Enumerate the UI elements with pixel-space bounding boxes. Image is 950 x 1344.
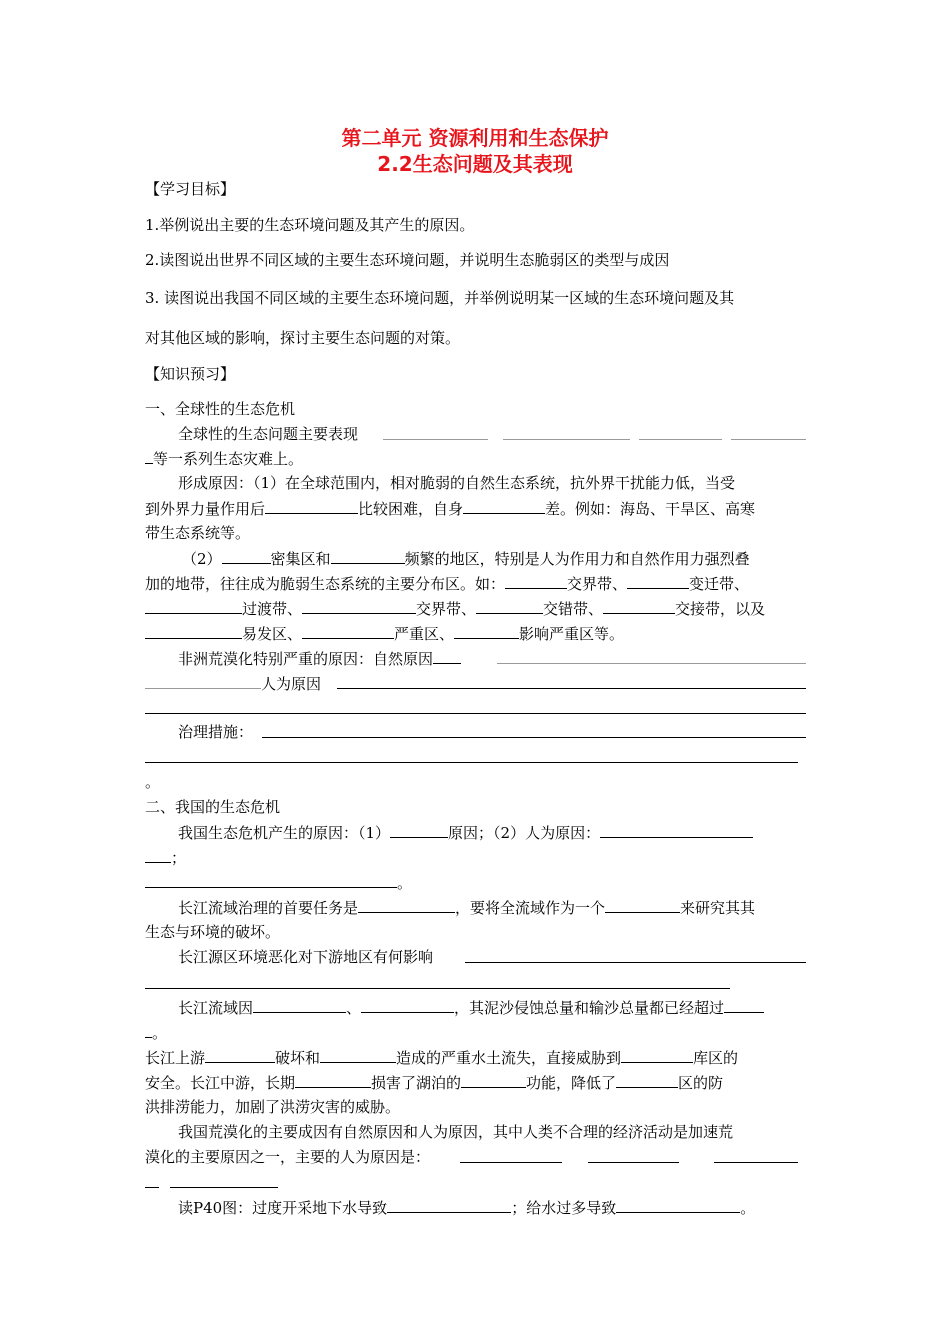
region-blank[interactable]	[616, 1072, 678, 1088]
cause-2-line2: 加的地带，往往成为脆弱生态系统的主要分布区。如： 交界带、 变迁带、	[145, 575, 750, 593]
africa-human-reason: 人为原因	[145, 673, 321, 694]
measures-label: 治理措施：	[178, 723, 254, 741]
desert-cause-blank-3[interactable]	[714, 1162, 798, 1163]
zone-blank-1[interactable]	[505, 573, 567, 589]
sediment-cause-blank-2[interactable]	[361, 997, 454, 1013]
desert-cause-blank-2[interactable]	[588, 1162, 679, 1163]
manifest-blank-3[interactable]	[639, 439, 722, 440]
exceed-blank[interactable]	[724, 997, 764, 1013]
lesson-title: 2.2生态问题及其表现	[377, 152, 573, 176]
natural-reason-line[interactable]	[497, 663, 806, 664]
desert-cause-blank-4[interactable]	[145, 1187, 159, 1188]
source-impact-blank[interactable]	[465, 962, 806, 963]
unit-title: 第二单元 资源利用和生态保护	[341, 126, 609, 150]
human-cause-blank-2[interactable]	[145, 847, 171, 863]
human-cause-blank[interactable]	[600, 822, 753, 838]
zone-blank-2[interactable]	[627, 573, 689, 589]
middle-reach-line: 安全。长江中游，长期 损害了湖泊的 功能，降低了 区的防	[145, 1074, 724, 1092]
dense-blank[interactable]	[222, 548, 271, 564]
frequent-blank[interactable]	[331, 548, 405, 564]
yangtze-task-line2: 生态与环境的破坏。	[145, 923, 281, 941]
china-cause-line2: ；	[145, 847, 186, 868]
manifest-blank-1[interactable]	[383, 439, 488, 440]
yangtze-sediment-line1: 长江流域因 、 ，其泥沙侵蚀总量和输沙总量都已经超过	[178, 997, 764, 1018]
stability-blank[interactable]	[463, 498, 545, 514]
zone-blank-3[interactable]	[145, 598, 242, 614]
p40-line: 读P40图：过度开采地下水导致 ；给水过多导致 。	[178, 1199, 756, 1217]
middle-cause-blank[interactable]	[295, 1072, 371, 1088]
recover-blank[interactable]	[265, 498, 358, 514]
cause-2-line3: 过渡带、 交界带、 交错带、 交接带，以及	[145, 598, 765, 619]
measures-end: 。	[145, 773, 161, 791]
natural-reason-blank[interactable]	[433, 648, 461, 664]
section-global-title: 一、全球性的生态危机	[145, 400, 296, 418]
section-china-title: 二、我国的生态危机	[145, 798, 281, 816]
desertification-line1: 我国荒漠化的主要成因有自然原因和人为原因，其中人类不合理的经济活动是加速荒	[178, 1123, 734, 1141]
desert-cause-blank-5[interactable]	[170, 1187, 278, 1188]
zone-blank-8[interactable]	[302, 623, 394, 639]
global-cause-line1: 形成原因：（1）在全球范围内，相对脆弱的自然生态系统，抗外界干扰能力低，当受	[178, 474, 736, 492]
source-impact-question: 长江源区环境恶化对下游地区有何影响	[178, 948, 434, 966]
primary-task-blank[interactable]	[358, 897, 455, 913]
zone-blank-9[interactable]	[454, 623, 519, 639]
objective-3-line1: 3. 读图说出我国不同区域的主要生态环境问题，并举例说明某一区域的生态环境问题及其	[145, 289, 735, 307]
zone-blank-5[interactable]	[476, 598, 543, 614]
sediment-cause-blank-1[interactable]	[253, 997, 346, 1013]
manifest-blank-4[interactable]	[731, 439, 806, 440]
zone-blank-4[interactable]	[302, 598, 416, 614]
cause-2-line4: 易发区、 严重区、 影响严重区等。	[145, 623, 624, 644]
measures-blank[interactable]	[262, 737, 806, 738]
exceed-blank-2[interactable]	[145, 1022, 152, 1038]
objectives-heading: 【学习目标】	[145, 180, 236, 198]
zone-blank-7[interactable]	[145, 623, 242, 639]
human-reason-blank[interactable]	[337, 688, 806, 689]
groundwater-blank[interactable]	[387, 1197, 511, 1213]
china-cause-line3: 。	[145, 872, 412, 893]
human-reason-blank-2[interactable]	[145, 713, 806, 714]
yangtze-sediment-line2: 。	[145, 1022, 167, 1043]
yangtze-task-line1: 长江流域治理的首要任务是 ，要将全流域作为一个 来研究其其	[178, 899, 756, 917]
irrigation-blank[interactable]	[616, 1197, 740, 1213]
manifest-blank-2[interactable]	[503, 439, 630, 440]
natural-reason-blank-2[interactable]	[145, 673, 261, 689]
natural-cause-blank[interactable]	[390, 822, 448, 838]
global-manifest-label: 全球性的生态问题主要表现	[178, 425, 359, 443]
upper-reach-line: 长江上游 破坏和 造成的严重水土流失，直接威胁到 库区的	[145, 1049, 739, 1067]
manifest-blank-5[interactable]	[145, 448, 153, 464]
whole-basin-blank[interactable]	[605, 897, 680, 913]
africa-reason-label: 非洲荒漠化特别严重的原因：自然原因	[178, 648, 461, 669]
global-cause-line2: 到外界力量作用后 比较困难，自身 差。例如：海岛、干旱区、高寒	[145, 500, 756, 518]
measures-blank-2[interactable]	[145, 762, 798, 763]
desert-cause-blank-1[interactable]	[460, 1162, 562, 1163]
global-cause-line3: 带生态系统等。	[145, 524, 251, 542]
china-cause-line1: 我国生态危机产生的原因：（1） 原因；（2）人为原因：	[178, 822, 753, 843]
objective-2: 2.读图说出世界不同区域的主要生态环境问题，并说明生态脆弱区的类型与成因	[145, 251, 670, 269]
upper-cause-blank[interactable]	[320, 1047, 396, 1063]
zone-blank-6[interactable]	[603, 598, 675, 614]
reservoir-blank[interactable]	[621, 1047, 693, 1063]
desertification-line2: 漠化的主要原因之一，主要的人为原因是：	[145, 1148, 431, 1166]
global-manifest-tail: 等一系列生态灾难上。	[145, 448, 303, 469]
upper-damage-blank[interactable]	[205, 1047, 275, 1063]
cause-2-line1: （2） 密集区和 频繁的地区，特别是人为作用力和自然作用力强烈叠	[182, 550, 750, 568]
objective-3-line2: 对其他区域的影响，探讨主要生态问题的对策。	[145, 329, 461, 347]
human-cause-blank-3[interactable]	[145, 872, 397, 888]
source-impact-blank-2[interactable]	[145, 988, 730, 989]
preview-heading: 【知识预习】	[145, 365, 236, 383]
objective-1: 1.举例说出主要的生态环境问题及其产生的原因。	[145, 216, 475, 234]
lake-function-blank[interactable]	[461, 1072, 526, 1088]
middle-reach-line3: 洪排涝能力，加剧了洪涝灾害的威胁。	[145, 1098, 401, 1116]
